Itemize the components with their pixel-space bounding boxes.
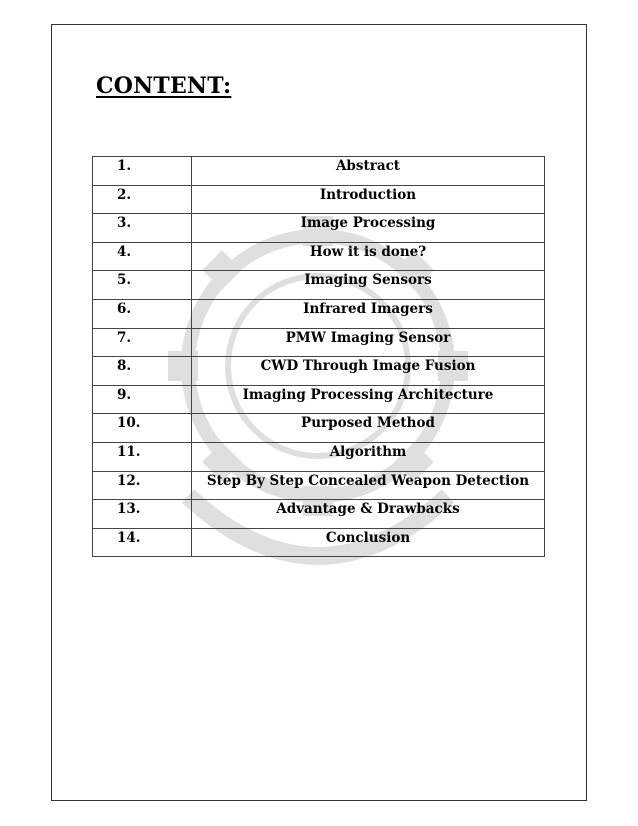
row-topic: Step By Step Concealed Weapon Detection <box>192 471 545 500</box>
row-number: 12. <box>93 471 192 500</box>
row-topic: PMW Imaging Sensor <box>192 328 545 357</box>
row-topic: Imaging Sensors <box>192 271 545 300</box>
row-number: 9. <box>93 385 192 414</box>
row-topic: CWD Through Image Fusion <box>192 357 545 386</box>
table-row <box>93 242 545 271</box>
table-row <box>93 271 545 300</box>
row-number: 2. <box>93 185 192 214</box>
row-topic: Advantage & Drawbacks <box>192 500 545 529</box>
row-topic: Algorithm <box>192 442 545 471</box>
table-row <box>93 299 545 328</box>
table-row <box>93 357 545 386</box>
row-topic: Introduction <box>192 185 545 214</box>
table-row <box>93 328 545 357</box>
contents-table <box>92 156 545 557</box>
row-number: 4. <box>93 242 192 271</box>
row-number: 7. <box>93 328 192 357</box>
row-number: 1. <box>93 157 192 186</box>
table-row <box>93 528 545 557</box>
row-number: 6. <box>93 299 192 328</box>
table-row <box>93 442 545 471</box>
row-topic: Imaging Processing Architecture <box>192 385 545 414</box>
row-topic: Image Processing <box>192 214 545 243</box>
row-number: 14. <box>93 528 192 557</box>
row-topic: Purposed Method <box>192 414 545 443</box>
row-number: 10. <box>93 414 192 443</box>
table-row <box>93 385 545 414</box>
row-number: 3. <box>93 214 192 243</box>
table-row <box>93 185 545 214</box>
table-row <box>93 414 545 443</box>
row-topic: Infrared Imagers <box>192 299 545 328</box>
row-number: 13. <box>93 500 192 529</box>
row-number: 11. <box>93 442 192 471</box>
table-row <box>93 214 545 243</box>
table-row <box>93 500 545 529</box>
row-topic: Abstract <box>192 157 545 186</box>
row-number: 5. <box>93 271 192 300</box>
table-row <box>93 471 545 500</box>
row-topic: How it is done? <box>192 242 545 271</box>
page-title: CONTENT: <box>96 73 232 99</box>
table-row <box>93 157 545 186</box>
row-number: 8. <box>93 357 192 386</box>
row-topic: Conclusion <box>192 528 545 557</box>
